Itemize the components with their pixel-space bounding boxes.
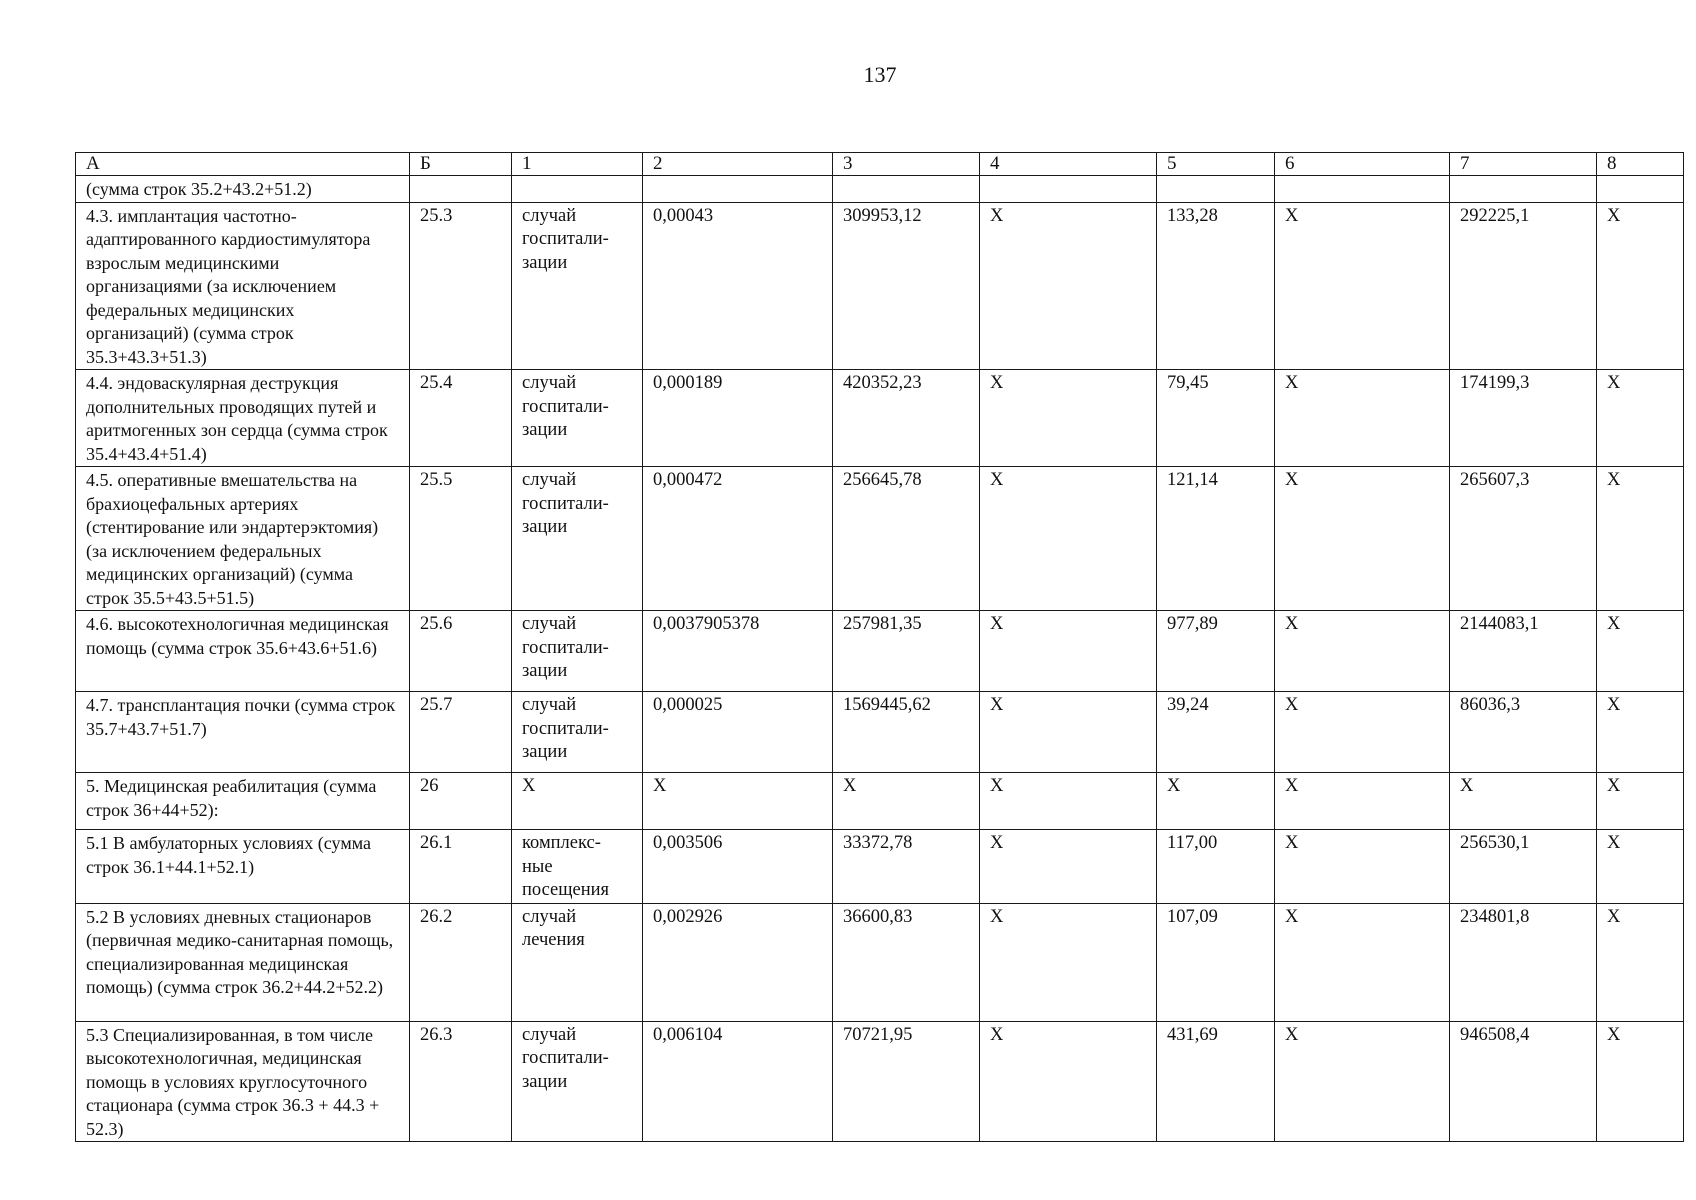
column-header: А [76, 153, 410, 176]
value-cell: Х [1275, 467, 1450, 611]
value-cell: 79,45 [1157, 370, 1275, 467]
row-description: (сумма строк 35.2+43.2+51.2) [76, 176, 410, 203]
value-cell [980, 176, 1157, 203]
row-code: 25.7 [410, 692, 512, 773]
row-code: 26.1 [410, 830, 512, 904]
row-code [410, 176, 512, 203]
value-cell: 0,002926 [643, 903, 833, 1021]
value-cell: 977,89 [1157, 611, 1275, 692]
value-cell: 36600,83 [833, 903, 980, 1021]
unit-cell: случай госпитали- зации [512, 202, 643, 370]
value-cell: Х [1275, 611, 1450, 692]
value-cell: 309953,12 [833, 202, 980, 370]
table-row [76, 467, 1684, 611]
value-cell: Х [1275, 370, 1450, 467]
unit-cell: Х [512, 773, 643, 830]
value-cell: 431,69 [1157, 1021, 1275, 1142]
table-body [76, 176, 1684, 1142]
value-cell: 0,006104 [643, 1021, 833, 1142]
value-cell: Х [980, 692, 1157, 773]
table-row [76, 773, 1684, 830]
column-header: 8 [1597, 153, 1684, 176]
value-cell: Х [1275, 773, 1450, 830]
value-cell: Х [1597, 611, 1684, 692]
value-cell [1275, 176, 1450, 203]
table-row [76, 692, 1684, 773]
table-row [76, 830, 1684, 904]
value-cell: Х [1275, 1021, 1450, 1142]
value-cell: 0,000472 [643, 467, 833, 611]
value-cell: 292225,1 [1450, 202, 1597, 370]
value-cell: Х [1597, 692, 1684, 773]
column-header: 6 [1275, 153, 1450, 176]
value-cell: 420352,23 [833, 370, 980, 467]
value-cell: 257981,35 [833, 611, 980, 692]
value-cell: Х [1597, 202, 1684, 370]
value-cell: Х [1275, 202, 1450, 370]
value-cell: 256645,78 [833, 467, 980, 611]
value-cell: 0,0037905378 [643, 611, 833, 692]
value-cell: Х [1597, 467, 1684, 611]
row-description: 4.7. трансплантация почки (сумма строк 35.7+43.7+51.7) [76, 692, 410, 773]
row-description: 5. Медицинская реабилитация (сумма строк 36+44+52): [76, 773, 410, 830]
column-header: 3 [833, 153, 980, 176]
value-cell: Х [1597, 370, 1684, 467]
unit-cell: случай госпитали- зации [512, 467, 643, 611]
unit-cell [512, 176, 643, 203]
row-description: 4.5. оперативные вмешательства на брахиоцефальных артериях (стентирование или эндартерэктомия) (за исключением федеральных медицинских организаций) (сумма строк 35.5+43.5+51.5) [76, 467, 410, 611]
column-header: 2 [643, 153, 833, 176]
value-cell: 117,00 [1157, 830, 1275, 904]
value-cell: Х [980, 370, 1157, 467]
value-cell [643, 176, 833, 203]
value-cell: Х [980, 611, 1157, 692]
table-row [76, 1021, 1684, 1142]
value-cell: 265607,3 [1450, 467, 1597, 611]
value-cell [1450, 176, 1597, 203]
table-row [76, 611, 1684, 692]
value-cell: 0,000189 [643, 370, 833, 467]
value-cell: 0,003506 [643, 830, 833, 904]
value-cell: 0,00043 [643, 202, 833, 370]
value-cell: 234801,8 [1450, 903, 1597, 1021]
value-cell: 121,14 [1157, 467, 1275, 611]
data-table [75, 152, 1684, 1142]
value-cell: 2144083,1 [1450, 611, 1597, 692]
value-cell [1157, 176, 1275, 203]
unit-cell: случай лечения [512, 903, 643, 1021]
column-header: 4 [980, 153, 1157, 176]
value-cell: Х [980, 903, 1157, 1021]
row-code: 26.2 [410, 903, 512, 1021]
value-cell: Х [1597, 903, 1684, 1021]
value-cell: 946508,4 [1450, 1021, 1597, 1142]
unit-cell: случай госпитали- зации [512, 370, 643, 467]
row-code: 25.6 [410, 611, 512, 692]
table-row [76, 202, 1684, 370]
table-header-row [76, 153, 1684, 176]
value-cell: Х [1450, 773, 1597, 830]
column-header: 1 [512, 153, 643, 176]
unit-cell: случай госпитали- зации [512, 611, 643, 692]
row-code: 26.3 [410, 1021, 512, 1142]
value-cell: 1569445,62 [833, 692, 980, 773]
value-cell: Х [980, 830, 1157, 904]
value-cell: Х [1597, 773, 1684, 830]
value-cell: Х [1597, 830, 1684, 904]
value-cell: Х [1275, 692, 1450, 773]
value-cell: Х [980, 467, 1157, 611]
table-row [76, 176, 1684, 203]
row-code: 25.4 [410, 370, 512, 467]
row-code: 26 [410, 773, 512, 830]
unit-cell: случай госпитали- зации [512, 1021, 643, 1142]
value-cell: 0,000025 [643, 692, 833, 773]
value-cell [833, 176, 980, 203]
row-description: 4.6. высокотехнологичная медицинская помощь (сумма строк 35.6+43.6+51.6) [76, 611, 410, 692]
page-number: 137 [863, 62, 897, 87]
value-cell: Х [643, 773, 833, 830]
value-cell: 256530,1 [1450, 830, 1597, 904]
row-code: 25.3 [410, 202, 512, 370]
unit-cell: комплекс- ные посещения [512, 830, 643, 904]
row-code: 25.5 [410, 467, 512, 611]
value-cell: 33372,78 [833, 830, 980, 904]
value-cell: Х [833, 773, 980, 830]
unit-cell: случай госпитали- зации [512, 692, 643, 773]
value-cell: 39,24 [1157, 692, 1275, 773]
table-row [76, 370, 1684, 467]
value-cell: Х [1275, 830, 1450, 904]
value-cell: 86036,3 [1450, 692, 1597, 773]
value-cell: Х [1157, 773, 1275, 830]
value-cell: 70721,95 [833, 1021, 980, 1142]
row-description: 5.3 Специализированная, в том числе высокотехнологичная, медицинская помощь в условиях круглосуточного стационара (сумма строк 36.3 + 44.3 + 52.3) [76, 1021, 410, 1142]
row-description: 4.3. имплантация частотно-адаптированного кардиостимулятора взрослым медицинскими организациями (за исключением федеральных медицинских организаций) (сумма строк 35.3+43.3+51.3) [76, 202, 410, 370]
value-cell: Х [1275, 903, 1450, 1021]
row-description: 5.2 В условиях дневных стационаров (первичная медико-санитарная помощь, специализированная медицинская помощь) (сумма строк 36.2+44.2+52.2) [76, 903, 410, 1021]
value-cell [1597, 176, 1684, 203]
value-cell: 107,09 [1157, 903, 1275, 1021]
column-header: Б [410, 153, 512, 176]
value-cell: 174199,3 [1450, 370, 1597, 467]
value-cell: Х [980, 1021, 1157, 1142]
value-cell: 133,28 [1157, 202, 1275, 370]
value-cell: Х [980, 773, 1157, 830]
column-header: 7 [1450, 153, 1597, 176]
row-description: 4.4. эндоваскулярная деструкция дополнительных проводящих путей и аритмогенных зон сердца (сумма строк 35.4+43.4+51.4) [76, 370, 410, 467]
value-cell: Х [1597, 1021, 1684, 1142]
row-description: 5.1 В амбулаторных условиях (сумма строк 36.1+44.1+52.1) [76, 830, 410, 904]
value-cell: Х [980, 202, 1157, 370]
column-header: 5 [1157, 153, 1275, 176]
table-row [76, 903, 1684, 1021]
